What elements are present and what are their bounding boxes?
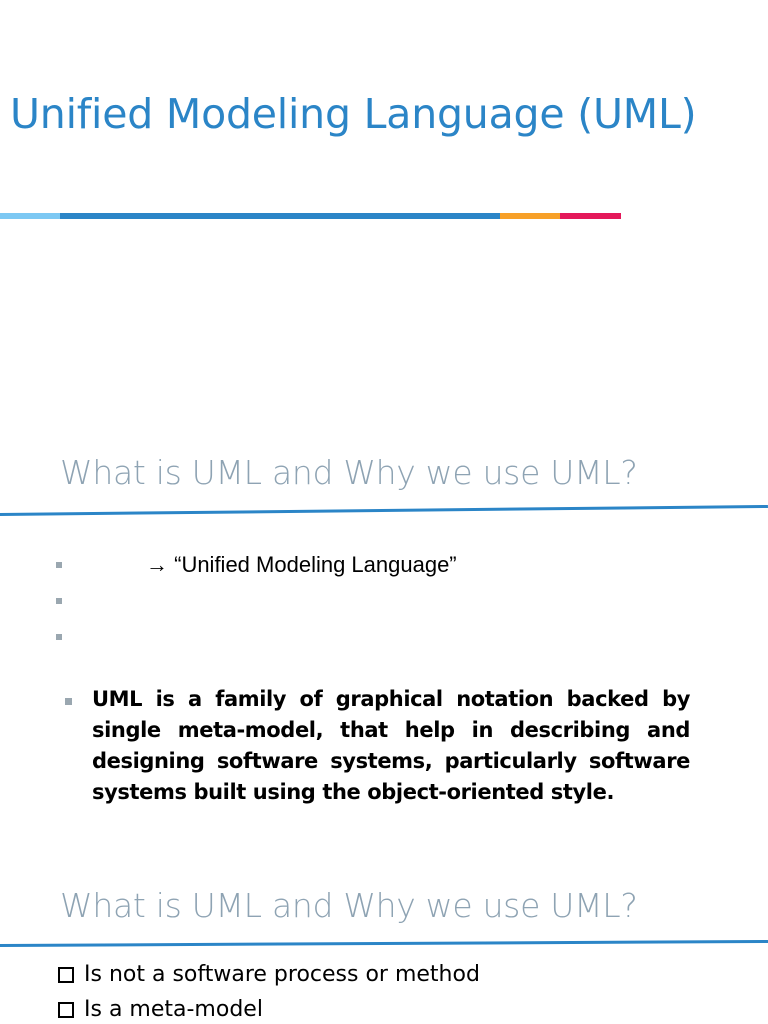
slide-title: Unified Modeling Language (UML) bbox=[10, 90, 697, 138]
bullet-icon bbox=[65, 698, 72, 705]
bullet-icon bbox=[56, 562, 62, 568]
section-heading: What is UML and Why we use UML? bbox=[60, 453, 638, 492]
accent-bar-pink bbox=[560, 213, 621, 219]
section-divider bbox=[0, 940, 768, 947]
accent-bar-light-blue bbox=[0, 213, 60, 219]
uml-definition-paragraph: UML is a family of graphical notation backed by single meta-model, that help in describing and designing software systems, particularly software systems built using the object-oriented style. bbox=[92, 687, 690, 804]
checkbox-icon bbox=[58, 1002, 74, 1018]
accent-bar-orange bbox=[500, 213, 560, 219]
section-heading: What is UML and Why we use UML? bbox=[60, 886, 638, 925]
checkbox-icon bbox=[58, 967, 74, 983]
acronym-line: → “Unified Modeling Language” bbox=[146, 552, 457, 577]
checklist-item-label: Is a meta-model bbox=[84, 997, 263, 1022]
checklist-item bbox=[58, 995, 263, 1024]
bullet-icon bbox=[56, 634, 62, 640]
bullet-icon bbox=[56, 598, 62, 604]
section-divider bbox=[0, 505, 768, 516]
checklist-item bbox=[58, 960, 480, 990]
checklist-item-label: Is not a software process or method bbox=[84, 962, 480, 987]
accent-bar-blue bbox=[60, 213, 500, 219]
